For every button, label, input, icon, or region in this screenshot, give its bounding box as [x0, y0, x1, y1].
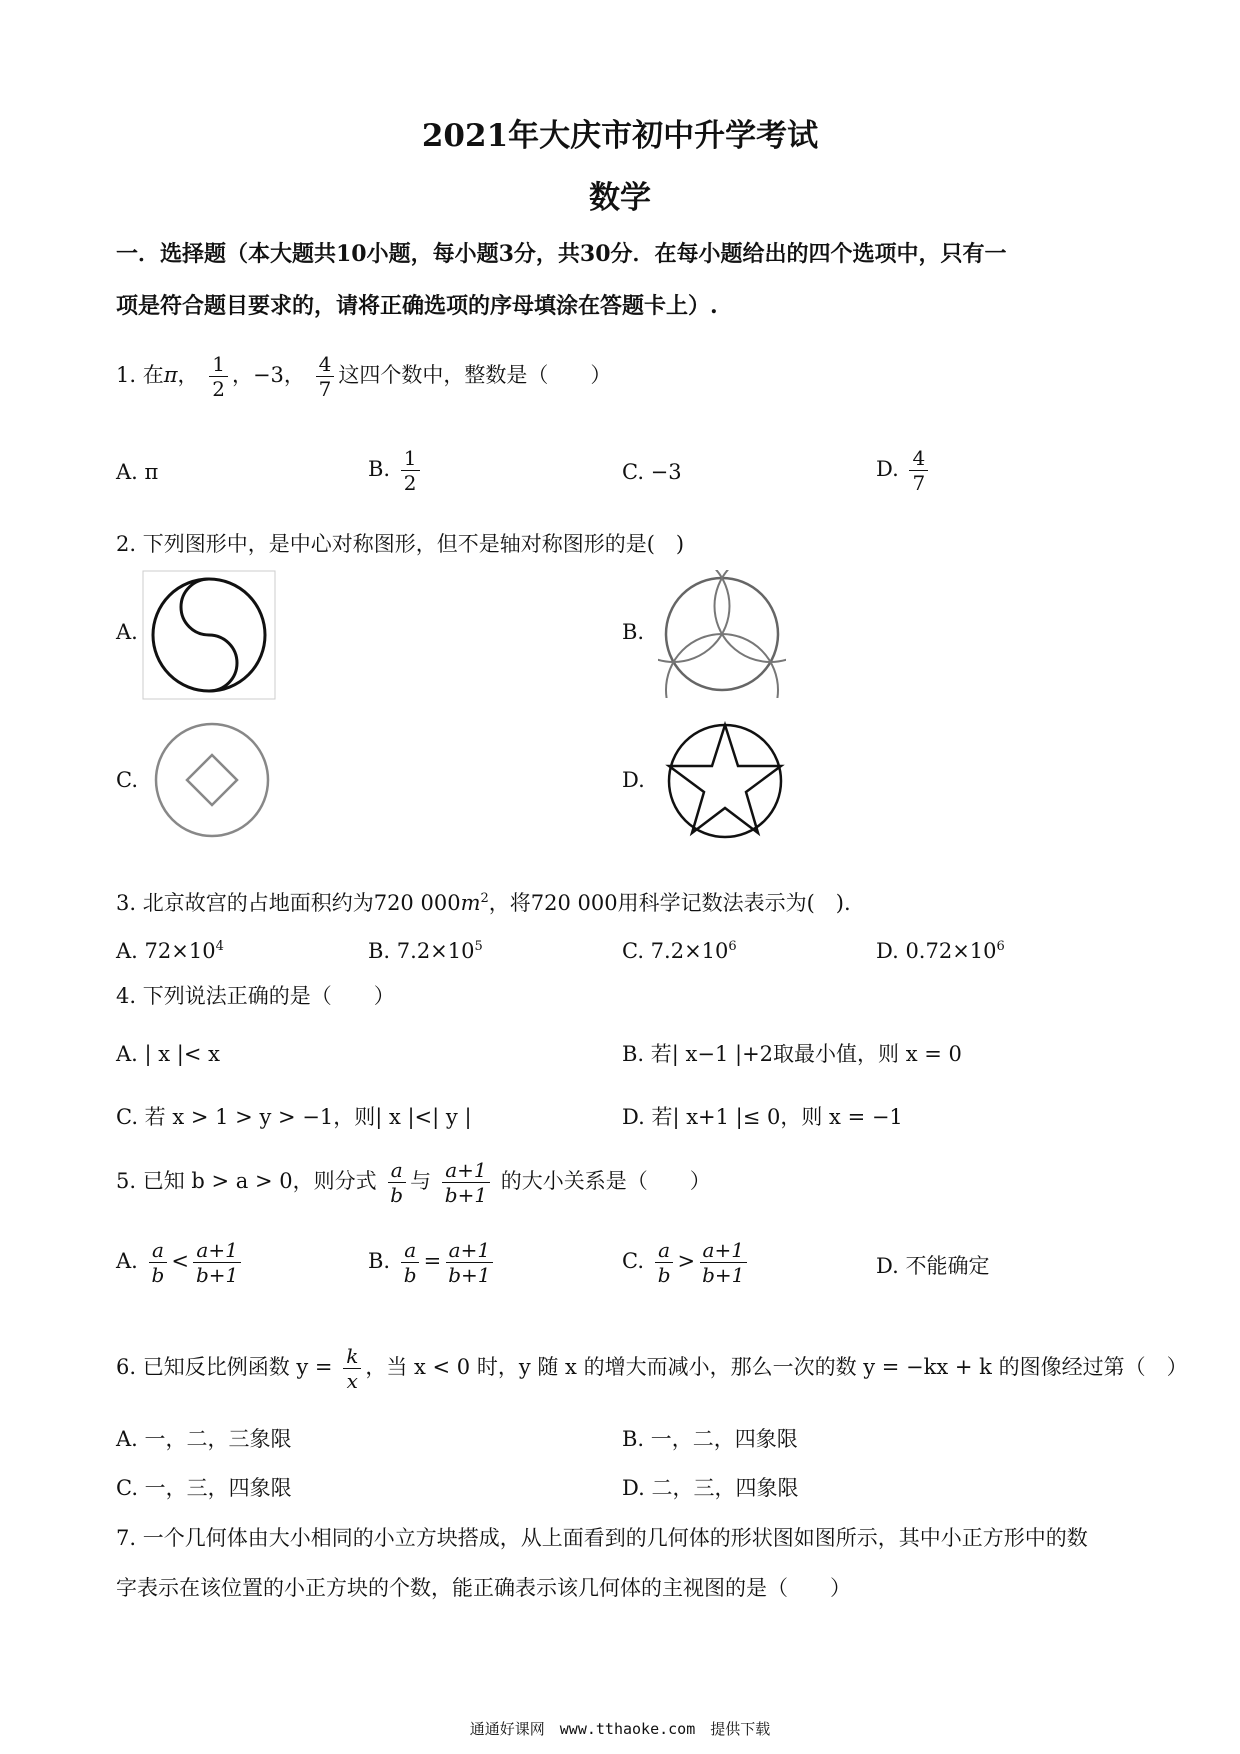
q5-option-d: D. 不能确定	[876, 1254, 990, 1278]
q4-option-b: B. 若| x−1 |+2取最小值，则 x = 0	[622, 1042, 962, 1066]
question-5: 5. 已知 b > a > 0，则分式 $\frac{a}{b}$ 与 $\frac{a+1}{b+1}$ 的大小关系是（ ）	[116, 1158, 711, 1207]
q2-option-d-label: D.	[622, 768, 645, 792]
question-7-line2: 字表示在该位置的小正方块的个数，能正确表示该几何体的主视图的是（ ）	[116, 1576, 851, 1600]
yin-yang-figure	[142, 570, 276, 700]
q5-option-b: B. $\frac{a}{b}$ = $\frac{a+1}{b+1}$	[368, 1238, 498, 1287]
section-heading-line2: 项是符合题目要求的，请将正确选项的序母填涂在答题卡上）.	[116, 293, 718, 319]
q3-option-c: C. $7.2\times 10^6$	[622, 939, 737, 963]
section-heading	[116, 228, 1146, 332]
q2-option-a-label: A.	[116, 620, 138, 644]
star-figure	[662, 718, 788, 842]
q4-option-c: C. 若 x > 1 > y > −1，则| x |<| y |	[116, 1105, 472, 1129]
q3-option-a: A. $72\times 10^4$	[116, 939, 224, 963]
q1-option-a: A. π	[116, 460, 159, 484]
question-2: 2. 下列图形中，是中心对称图形，但不是轴对称图形的是( )	[116, 532, 685, 556]
section-heading-line1: 一．选择题（本大题共10小题，每小题3分，共30分．在每小题给出的四个选项中，只有一	[116, 241, 1007, 267]
question-1: 1. 在π， $\frac{1}{2}$ ，−3， $\frac{4}{7}$ 这四个数中，整数是（ ）	[116, 352, 612, 401]
q1-option-b: B. $\frac{1}{2}$	[368, 446, 424, 495]
q5-option-a: A. $\frac{a}{b}$ < $\frac{a+1}{b+1}$	[116, 1238, 245, 1287]
fraction: $\frac{4}{7}$	[316, 352, 335, 401]
q6-option-b: B. 一，二，四象限	[622, 1427, 798, 1451]
coin-figure	[142, 715, 276, 845]
question-7-line1: 7. 一个几何体由大小相同的小立方块搭成，从上面看到的几何体的形状图如图所示，其中小正方形中的数	[116, 1526, 1088, 1550]
q3-option-d: D. $0.72\times 10^6$	[876, 939, 1005, 963]
q4-option-a: A. | x |< x	[116, 1042, 220, 1066]
q2-option-c-label: C.	[116, 768, 138, 792]
footer-watermark: 通通好课网 www.tthaoke.com 提供下载	[469, 1720, 771, 1738]
q6-option-d: D. 二，三，四象限	[622, 1476, 799, 1500]
question-3: 3. 北京故宫的占地面积约为720 $000m^2$，将720 000用科学记数法表示为( ).	[116, 891, 851, 915]
q2-option-b-label: B.	[622, 620, 645, 644]
q4-option-d: D. 若| x+1 |≤ 0，则 x = −1	[622, 1105, 903, 1129]
q1-option-d: D. $\frac{4}{7}$	[876, 446, 932, 495]
q1-option-c: C. −3	[622, 460, 682, 484]
fraction: $\frac{1}{2}$	[209, 352, 228, 401]
question-6: 6. 已知反比例函数 y = $\frac{k}{x}$ ，当 x < 0 时，y 随 x 的增大而减小，那么一次的数 y = −kx + k 的图像经过第（ ）	[116, 1344, 1188, 1393]
q6-option-c: C. 一，三，四象限	[116, 1476, 292, 1500]
q6-option-a: A. 一，二，三象限	[116, 1427, 292, 1451]
page-title: 2021年大庆市初中升学考试	[421, 118, 819, 154]
subject-title: 数学	[589, 180, 651, 216]
q5-option-c: C. $\frac{a}{b}$ > $\frac{a+1}{b+1}$	[622, 1238, 751, 1287]
q3-option-b: B. $7.2\times 10^5$	[368, 939, 483, 963]
question-4: 4. 下列说法正确的是（ ）	[116, 984, 395, 1008]
three-arcs-figure	[658, 570, 786, 698]
